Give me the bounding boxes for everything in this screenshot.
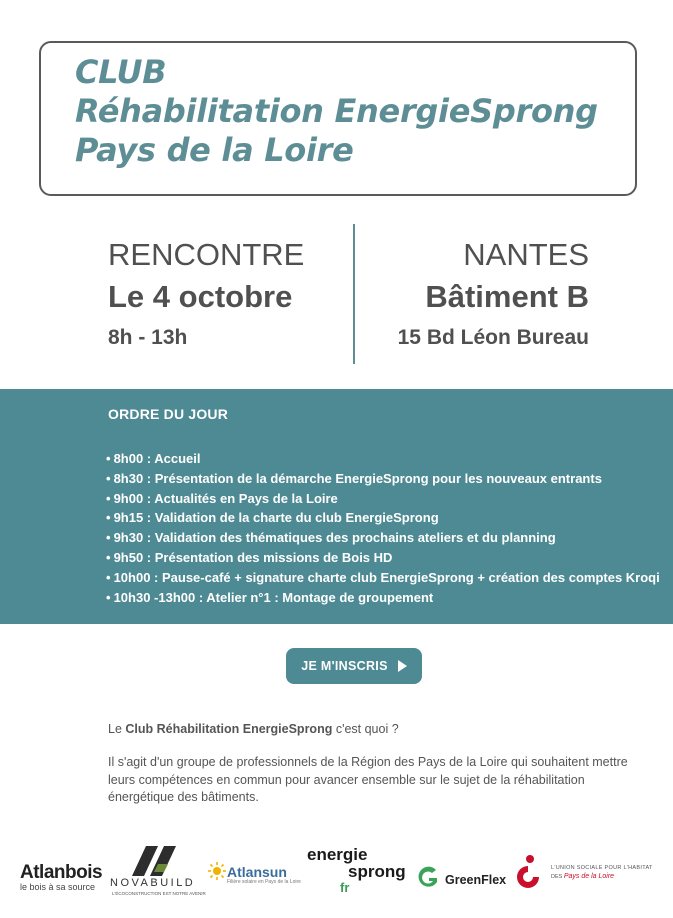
meeting-building: Bâtiment B bbox=[425, 279, 589, 314]
atlansun-logo: Atlansun bbox=[227, 864, 287, 880]
about-paragraph: Il s'agit d'un groupe de professionnels de la Région des Pays de la Loire qui souhaitent mettre leurs compétences en commun pour avancer ensemble sur le sujet de la réhabilitation énergétique des bâtiments. bbox=[108, 755, 628, 804]
greenflex-icon bbox=[417, 866, 439, 890]
agenda-item: • 9h00 : Actualités en Pays de la Loire bbox=[106, 490, 338, 506]
meeting-city: NANTES bbox=[463, 237, 589, 272]
agenda-item: • 10h30 -13h00 : Atelier n°1 : Montage de groupement bbox=[106, 589, 434, 605]
meeting-divider bbox=[353, 224, 355, 364]
title-box bbox=[39, 41, 637, 196]
title-line-club: CLUB bbox=[75, 53, 167, 91]
meeting-when bbox=[108, 234, 304, 358]
agenda-title: ORDRE DU JOUR bbox=[108, 406, 229, 422]
agenda-item: • 9h15 : Validation de la charte du club EnergieSprong bbox=[106, 510, 439, 526]
novabuild-tagline: L'ÉCOCONSTRUCTION EST NOTRE AVENIR bbox=[112, 891, 206, 896]
about-club-name: Club Réhabilitation EnergieSprong bbox=[125, 722, 333, 736]
agenda-list bbox=[106, 449, 660, 607]
ush-logo-region: DES Pays de la Loire bbox=[551, 873, 615, 880]
atlanbois-logo: Atlanbois bbox=[20, 862, 103, 883]
energiesprong-logo-line2: sprong bbox=[348, 862, 406, 881]
novabuild-logo: NOVABUILD bbox=[110, 877, 196, 889]
agenda-item: • 8h30 : Présentation de la démarche EnergieSprong pour les nouveaux entrants bbox=[106, 470, 602, 486]
agenda-item: • 10h00 : Pause-café + signature charte club EnergieSprong + création des comptes Kroqi bbox=[106, 569, 660, 585]
meeting-address: 15 Bd Léon Bureau bbox=[397, 326, 589, 349]
atlansun-tagline: Filière solaire en Pays de la Loire bbox=[227, 879, 301, 885]
sun-icon bbox=[208, 862, 226, 880]
title-line-rehabilitation: Réhabilitation EnergieSprong bbox=[75, 92, 598, 130]
energiesprong-logo: energie bbox=[307, 845, 368, 864]
novabuild-icon bbox=[132, 846, 182, 876]
agenda-item: • 9h50 : Présentation des missions de Bois HD bbox=[106, 549, 393, 565]
greenflex-logo: GreenFlex bbox=[445, 873, 507, 887]
partner-logos bbox=[0, 840, 673, 910]
play-arrow-icon bbox=[398, 660, 407, 672]
meeting-info bbox=[0, 222, 673, 367]
meeting-type: RENCONTRE bbox=[108, 237, 305, 272]
agenda-section bbox=[0, 389, 673, 624]
meeting-where bbox=[398, 234, 589, 358]
ush-logo: L'UNION SOCIALE POUR L'HABITAT bbox=[551, 865, 653, 871]
agenda-item: • 9h30 : Validation des thématiques des prochains ateliers et du planning bbox=[106, 530, 556, 546]
meeting-time: 8h - 13h bbox=[108, 326, 188, 349]
meeting-date: Le 4 octobre bbox=[108, 279, 293, 314]
ush-icon bbox=[515, 854, 541, 888]
agenda-item: • 8h00 : Accueil bbox=[106, 451, 201, 466]
register-button[interactable] bbox=[286, 648, 422, 684]
title-line-region: Pays de la Loire bbox=[75, 131, 354, 169]
register-button-label: JE M'INSCRIS bbox=[301, 659, 388, 673]
energiesprong-logo-line3: fr bbox=[340, 880, 350, 895]
about-question: Le Club Réhabilitation EnergieSprong c'est quoi ? bbox=[108, 722, 399, 736]
atlanbois-tagline: le bois à sa source bbox=[20, 882, 96, 892]
